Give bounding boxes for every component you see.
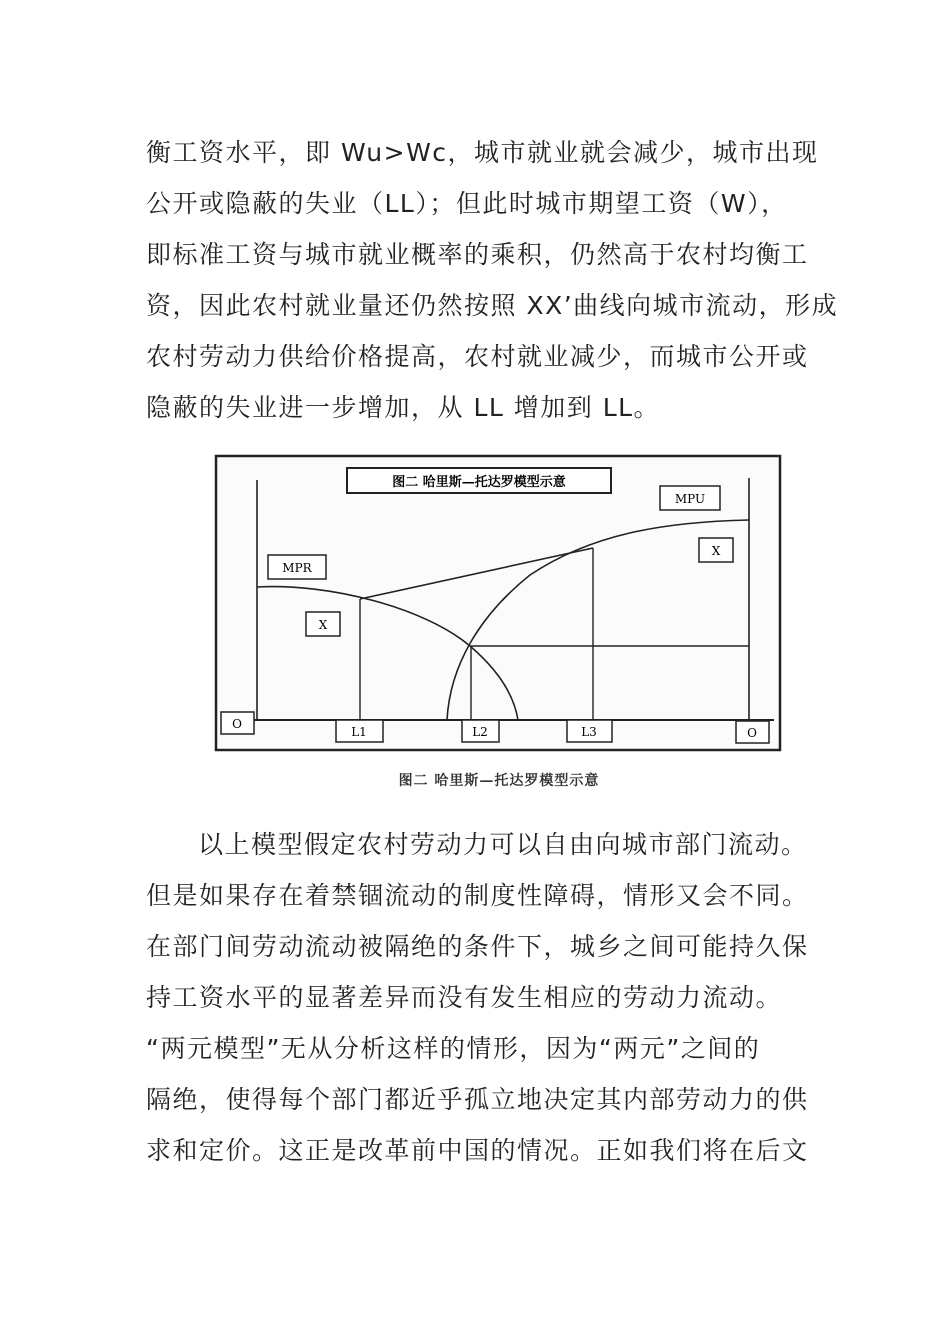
text-line: 衡工资水平，即 Wu>Wc，城市就业就会减少，城市出现	[146, 138, 819, 167]
text-line: 在部门间劳动流动被隔绝的条件下，城乡之间可能持久保	[146, 932, 809, 961]
text-line: 隐蔽的失业进一步增加，从 LL 增加到 LL。	[146, 393, 661, 422]
l2-label: L2	[472, 725, 488, 739]
text-line: 即标准工资与城市就业概率的乘积，仍然高于农村均衡工	[146, 240, 809, 269]
x-left-label: X	[318, 618, 328, 632]
text-line: 资，因此农村就业量还仍然按照 XX’曲线向城市流动，形成	[146, 291, 839, 320]
origin-left-label: O	[232, 717, 242, 731]
l3-label: L3	[581, 725, 597, 739]
text-line: “两元模型”无从分析这样的情形，因为“两元”之间的	[146, 1034, 761, 1063]
figure-title: 图二 哈里斯—托达罗模型示意	[392, 475, 566, 490]
text-line: 农村劳动力供给价格提高，农村就业减少，而城市公开或	[146, 342, 809, 371]
text-line: 求和定价。这正是改革前中国的情况。正如我们将在后文	[146, 1136, 809, 1165]
paragraph-1	[146, 127, 839, 433]
figure-drawing	[210, 450, 788, 760]
figure-caption: 图二 哈里斯—托达罗模型示意	[398, 773, 600, 789]
text-line: 公开或隐蔽的失业（LL）；但此时城市期望工资（W），	[146, 189, 788, 218]
text-line: 隔绝，使得每个部门都近乎孤立地决定其内部劳动力的供	[146, 1085, 809, 1114]
harris-todaro-figure	[210, 450, 788, 760]
x-right-label: X	[711, 544, 721, 558]
text-line: 持工资水平的显著差异而没有发生相应的劳动力流动。	[146, 983, 783, 1012]
l1-label: L1	[351, 725, 367, 739]
text-line: 但是如果存在着禁锢流动的制度性障碍，情形又会不同。	[146, 881, 809, 910]
paragraph-2	[146, 819, 808, 1176]
origin-right-label: O	[747, 726, 757, 740]
mpu-label: MPU	[674, 492, 706, 506]
text-line: 以上模型假定农村劳动力可以自由向城市部门流动。	[198, 830, 808, 859]
mpr-label: MPR	[282, 561, 312, 575]
